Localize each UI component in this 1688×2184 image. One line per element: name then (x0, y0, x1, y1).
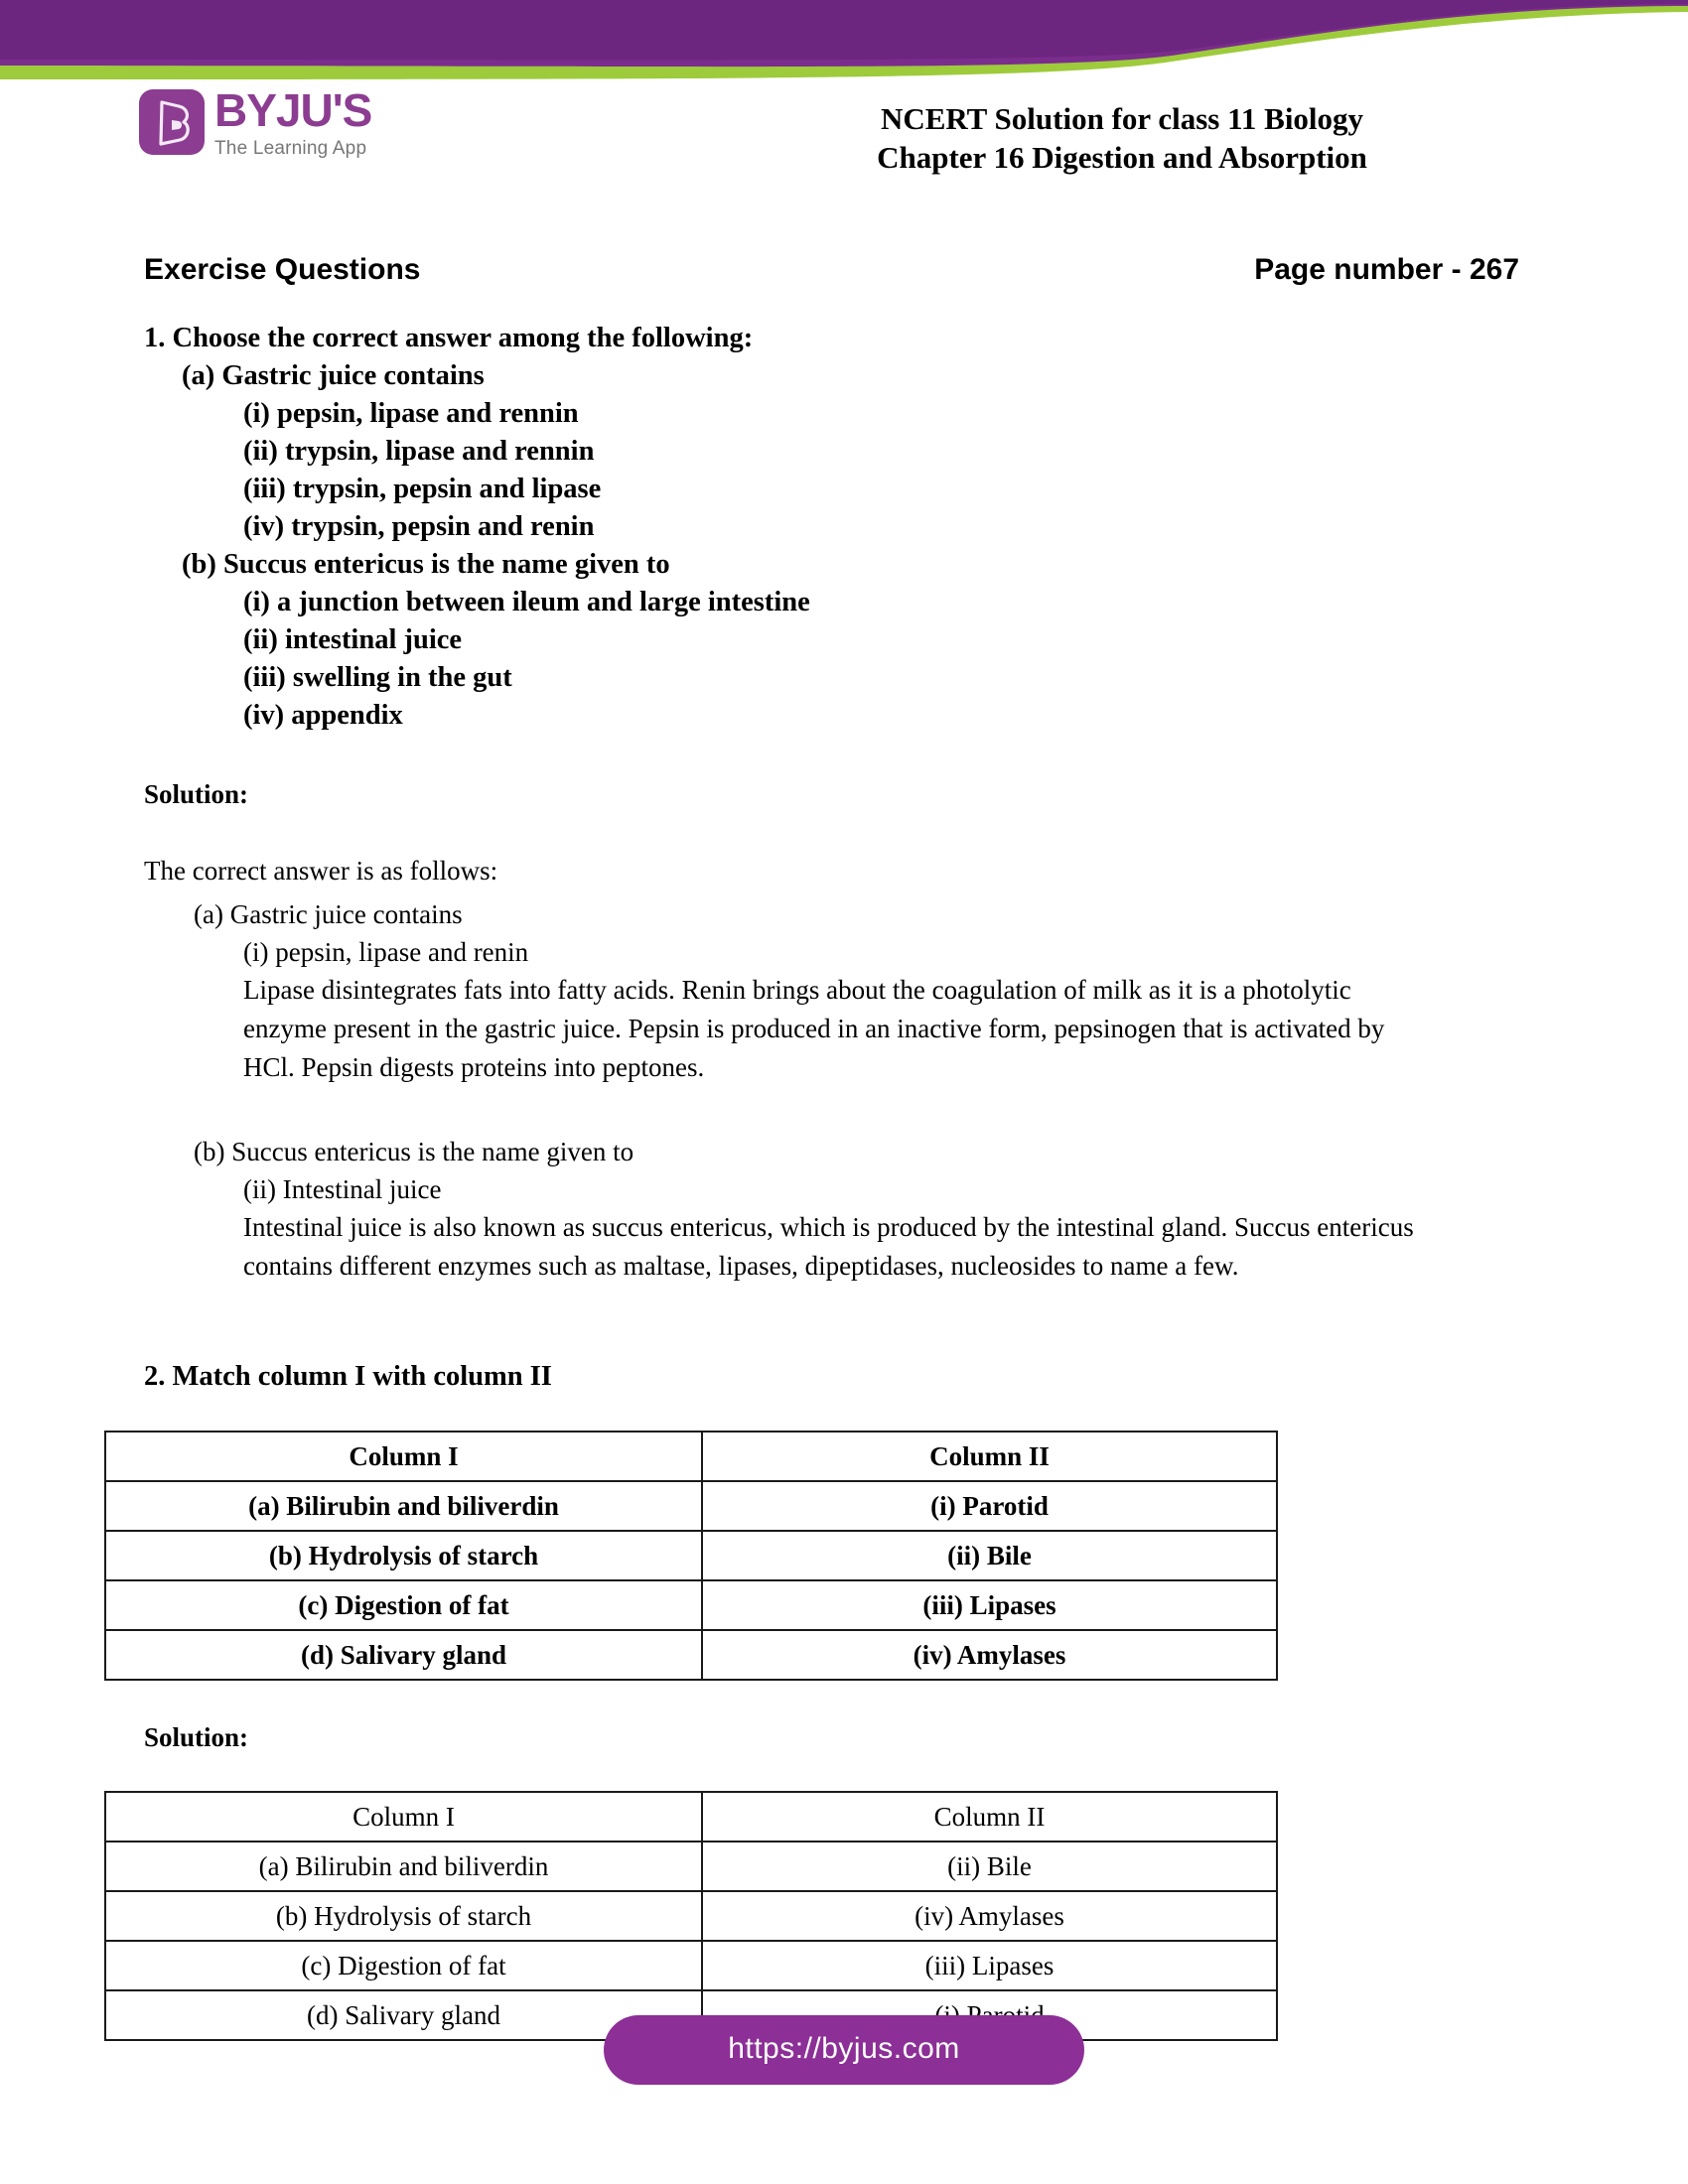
solution-1a-stem: (a) Gastric juice contains (194, 899, 463, 929)
solution-1a-choice: (i) pepsin, lipase and renin (243, 937, 529, 967)
question-1-stem: 1. Choose the correct answer among the following: (144, 323, 754, 353)
footer (0, 2015, 1688, 2085)
question-2-stem: 2. Match column I with column II (144, 1361, 552, 1392)
solution-1a (144, 895, 1544, 1087)
q2-header-column-ii: Column II (702, 1432, 1277, 1481)
solution-1b-choice: (ii) Intestinal juice (243, 1174, 442, 1204)
q2-row-c-col-ii: (iii) Lipases (702, 1580, 1277, 1630)
question-1 (144, 320, 1544, 735)
table-row (105, 1481, 1277, 1531)
byjus-logo (139, 84, 372, 160)
purple-band-dark (0, 0, 1688, 61)
table-row (105, 1580, 1277, 1630)
question-1b-stem: (b) Succus entericus is the name given to (182, 549, 670, 580)
sol2-row-a-col-ii: (ii) Bile (702, 1842, 1277, 1891)
byjus-b-mark-icon (139, 89, 205, 155)
page-number-label: Page number - 267 (1254, 253, 1519, 286)
document-title (695, 99, 1549, 177)
solution-2-label: Solution: (144, 1722, 249, 1752)
question-2-table (104, 1431, 1278, 1681)
q2-row-a-col-ii: (i) Parotid (702, 1481, 1277, 1531)
sol2-row-c-col-ii: (iii) Lipases (702, 1941, 1277, 1990)
q2-row-b-col-i: (b) Hydrolysis of starch (105, 1531, 702, 1580)
solution-1b-stem: (b) Succus entericus is the name given to (194, 1137, 634, 1166)
question-1b-option-i: (i) a junction between ileum and large intestine (243, 587, 810, 617)
byjus-url-button[interactable]: https://byjus.com (604, 2015, 1084, 2085)
q2-row-d-col-i: (d) Salivary gland (105, 1630, 702, 1680)
sol2-row-b-col-i: (b) Hydrolysis of starch (105, 1891, 702, 1941)
q2-row-c-col-i: (c) Digestion of fat (105, 1580, 702, 1630)
question-1a-option-i: (i) pepsin, lipase and rennin (243, 398, 579, 429)
purple-band (0, 0, 1688, 67)
q2-row-d-col-ii: (iv) Amylases (702, 1630, 1277, 1680)
question-1b-option-iii: (iii) swelling in the gut (243, 662, 512, 693)
solution-1-label: Solution: (144, 779, 249, 809)
table-header-row (105, 1792, 1277, 1842)
table-row (105, 1842, 1277, 1891)
solution-1b-explanation: Intestinal juice is also known as succus entericus, which is produced by the intestinal gland. Succus entericus contains different enzymes such as maltase, lipases, dipeptidases, nucleosides to name a few. (243, 1212, 1414, 1281)
green-band (0, 0, 1688, 79)
table-row (105, 1941, 1277, 1990)
sol2-header-column-i: Column I (105, 1792, 702, 1842)
document-title-line2: Chapter 16 Digestion and Absorption (877, 140, 1367, 175)
document-title-line1: NCERT Solution for class 11 Biology (880, 101, 1364, 136)
sol2-row-c-col-i: (c) Digestion of fat (105, 1941, 702, 1990)
sol2-header-column-ii: Column II (702, 1792, 1277, 1842)
table-row (105, 1891, 1277, 1941)
solution-1b (144, 1133, 1544, 1286)
sol2-row-d-col-i: (d) Salivary gland (105, 1990, 702, 2040)
question-1a-option-iv: (iv) trypsin, pepsin and renin (243, 511, 595, 542)
section-header (144, 253, 1544, 287)
logo-wordmark: BYJU'S (214, 84, 372, 136)
question-1b-option-iv: (iv) appendix (243, 700, 403, 731)
question-1a-option-iii: (iii) trypsin, pepsin and lipase (243, 474, 602, 504)
q2-row-b-col-ii: (ii) Bile (702, 1531, 1277, 1580)
q2-row-a-col-i: (a) Bilirubin and biliverdin (105, 1481, 702, 1531)
table-header-row (105, 1432, 1277, 1481)
question-1a-stem: (a) Gastric juice contains (182, 360, 485, 391)
solution-2-table (104, 1791, 1278, 2041)
q2-header-column-i: Column I (105, 1432, 702, 1481)
sol2-row-a-col-i: (a) Bilirubin and biliverdin (105, 1842, 702, 1891)
table-row (105, 1531, 1277, 1580)
solution-1-intro: The correct answer is as follows: (144, 856, 498, 886)
exercise-questions-label: Exercise Questions (144, 253, 421, 286)
sol2-row-b-col-ii: (iv) Amylases (702, 1891, 1277, 1941)
question-1a-option-ii: (ii) trypsin, lipase and rennin (243, 436, 595, 467)
table-row (105, 1630, 1277, 1680)
solution-1a-explanation: Lipase disintegrates fats into fatty acids. Renin brings about the coagulation of milk as it is a photolytic enzyme present in the gastric juice. Pepsin is produced in an inactive form, pepsinogen that is activated by HCl. Pepsin digests proteins into peptones. (243, 975, 1385, 1082)
logo-tagline: The Learning App (214, 138, 367, 159)
header-decoration (0, 0, 1688, 79)
question-1b-option-ii: (ii) intestinal juice (243, 624, 463, 655)
